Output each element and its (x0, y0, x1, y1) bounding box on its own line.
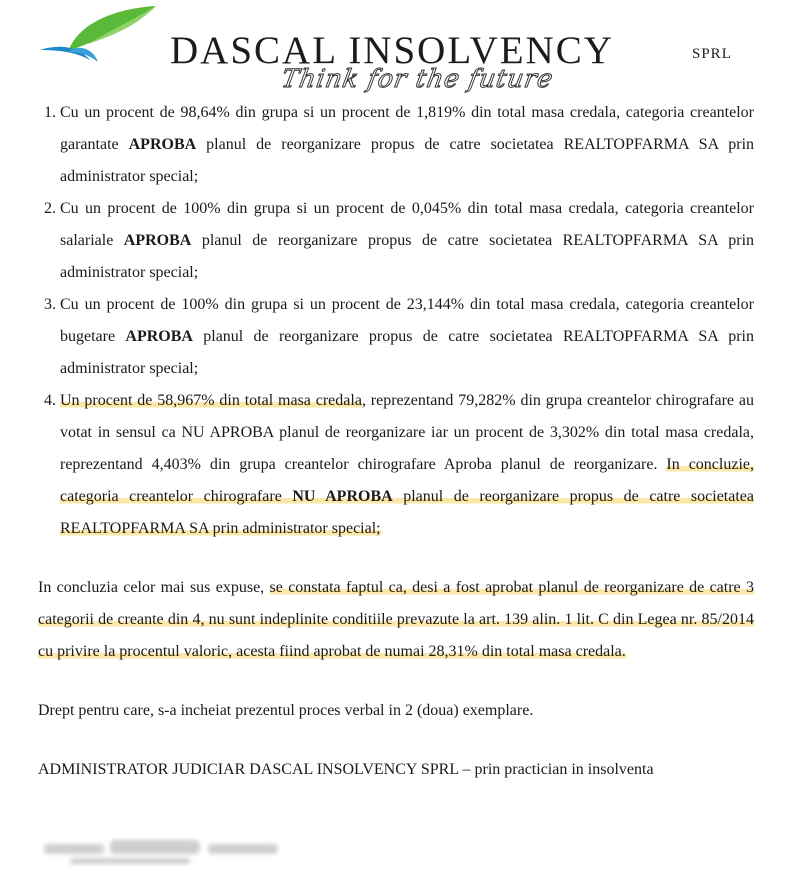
vote-list (38, 97, 754, 545)
list-item: 3. Cu un procent de 100% din grupa si un procent de 23,144% din total masa credala, categoria creantelor bugetare APROBA planul de reorganizare propus de catre societatea REALTOPFARMA SA prin administrator special; (60, 289, 754, 385)
conclusion-paragraph: In concluzia celor mai sus expuse, se constata faptul ca, desi a fost aprobat planul de reorganizare de catre 3 categorii de creante din 4, nu sunt indeplinite conditiile prevazute la art. 139 alin. 1 lit. C din Legea nr. 85/2014 cu privire la procentul valoric, acesta fiind aprobat de numai 28,31% din total masa credala. (38, 579, 755, 660)
document-body (38, 97, 754, 786)
highlighted-text: In concluzie, categoria creantelor chirografare (60, 456, 754, 505)
highlighted-text: planul de reorganizare propus de catre societatea REALTOPFARMA SA prin administrator special; (60, 488, 755, 537)
letterhead (0, 0, 809, 100)
blurred-signature-icon (40, 832, 320, 872)
slogan: Think for the future (279, 64, 556, 93)
company-name: DASCAL INSOLVENCY (170, 29, 614, 72)
highlighted-text: se constata faptul ca, desi a fost aprobat planul de reorganizare de catre 3 categorii de creante din 4, nu sunt indeplinite conditiile prevazute la art. 139 alin. 1 lit. C din Legea nr. 85/2014 cu privire la procentul valoric, acesta fiind aprobat de numai 28,31% din total masa credala. (38, 579, 755, 660)
highlighted-text: NU APROBA (292, 488, 393, 505)
highlighted-text: Un procent de 58,967% din total masa credala (60, 392, 362, 409)
list-item: 2. Cu un procent de 100% din grupa si un procent de 0,045% din total masa credala, categoria creantelor salariale APROBA planul de reorganizare propus de catre societatea REALTOPFARMA SA prin administrator special; (60, 193, 754, 289)
signature-line: ADMINISTRATOR JUDICIAR DASCAL INSOLVENCY SPRL – prin practician in insolventa (38, 761, 654, 778)
list-item: 1. Cu un procent de 98,64% din grupa si un procent de 1,819% din total masa credala, categoria creantelor garantate APROBA planul de reorganizare propus de catre societatea REALTOPFARMA SA prin administrator special; (60, 97, 754, 193)
company-suffix: SPRL (692, 46, 732, 62)
list-item: 4. Un procent de 58,967% din total masa credala, reprezentand 79,282% din grupa creantelor chirografare au votat in sensul ca NU APROBA planul de reorganizare iar un procent de 3,302% din total masa credala, reprezentand 4,403% din grupa creantelor chirografare Aproba planul de reorganizare. In concluzie, categoria creantelor chirografare NU APROBA planul de reorganizare propus de catre societatea REALTOPFARMA SA prin administrator special; (60, 385, 754, 545)
leaf-logo-icon (38, 4, 163, 66)
closing-paragraph: Drept pentru care, s-a incheiat prezentul proces verbal in 2 (doua) exemplare. (38, 702, 534, 719)
